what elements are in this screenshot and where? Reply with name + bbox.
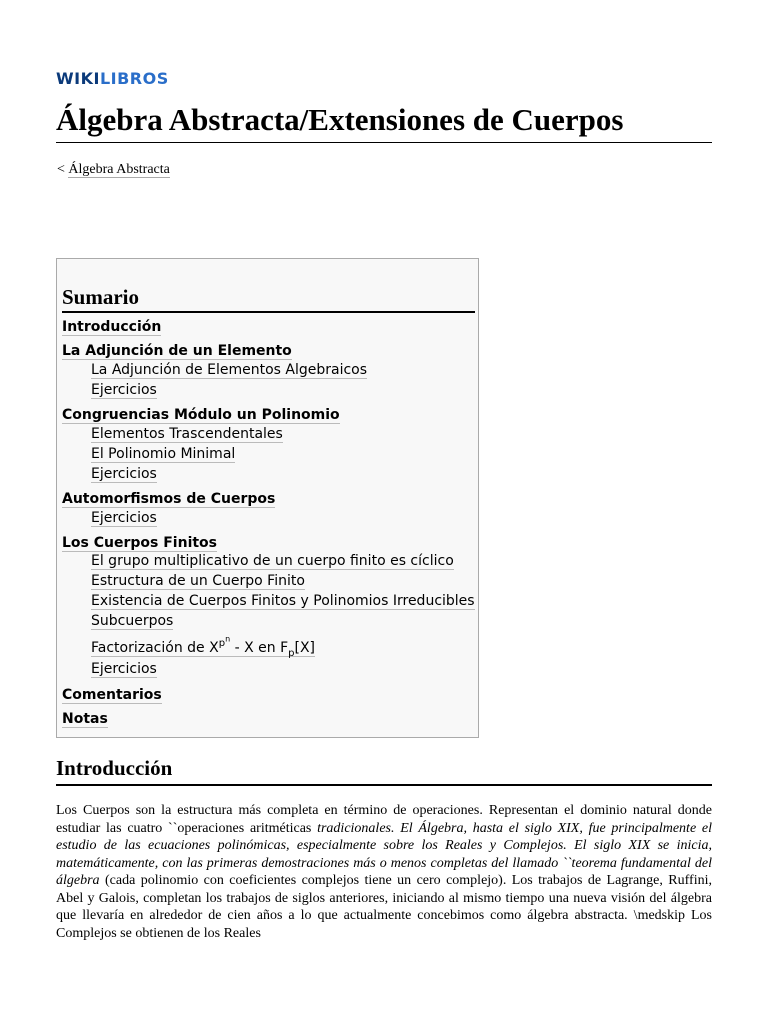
- toc-item-label: Congruencias Módulo un Polinomio: [62, 407, 340, 423]
- toc-subitem-subcuerpos[interactable]: [91, 613, 173, 629]
- factorization-text-c: [X]: [294, 639, 315, 656]
- toc-title: Sumario: [62, 285, 475, 313]
- toc-item-label: Los Cuerpos Finitos: [62, 535, 218, 551]
- paragraph-part-3: (cada polinomio con coeficientes complejos tiene un cero complejo). Los trabajos de Lagrange, Ruffini, Abel y Galois, completan los trabajos de siglos anteriores, iniciando al mismo tiempo una nueva visión del álgebra que llevaría en alrededor de cien años a lo que actualmente concebimos como álgebra abstracta. \medskip Los Complejos se obtienen de los Reales: [56, 873, 712, 941]
- toc-item-label: Elementos Trascendentales: [91, 426, 283, 442]
- factorization-sup: [218, 635, 231, 650]
- toc-item-label: Ejercicios: [91, 661, 157, 677]
- toc-item-label: Subcuerpos: [91, 613, 174, 629]
- factorization-sup-p: p: [218, 638, 226, 650]
- toc-item-label: Ejercicios: [91, 382, 157, 398]
- toc-item-congruencias[interactable]: [62, 407, 340, 423]
- breadcrumb-link[interactable]: Álgebra Abstracta: [68, 162, 170, 177]
- toc-item-adjuncion[interactable]: [62, 343, 292, 359]
- breadcrumb: [57, 162, 170, 178]
- toc-subitem-polinomio-minimal[interactable]: [91, 446, 235, 462]
- toc-subitem-ejercicios[interactable]: [91, 510, 157, 526]
- toc-subitem-trascendentales[interactable]: [91, 426, 283, 442]
- toc-item-label: La Adjunción de Elementos Algebraicos: [91, 362, 368, 378]
- toc-item-cuerpos-finitos[interactable]: [62, 535, 217, 551]
- toc-item-label: Estructura de un Cuerpo Finito: [91, 573, 305, 589]
- toc-item-label: Existencia de Cuerpos Finitos y Polinomios Irreducibles: [91, 593, 475, 609]
- toc-subitem-ejercicios[interactable]: [91, 661, 157, 677]
- toc-item-label: Notas: [62, 711, 108, 727]
- body-paragraph: [56, 802, 712, 942]
- toc-subitem-ejercicios[interactable]: [91, 466, 157, 482]
- factorization-sup-n: n: [225, 635, 231, 644]
- paragraph-part-1: Los Cuerpos son la estructura más completa en término de operaciones. Representan el dominio natural donde estudiar las cuatro ``operaciones aritméticas: [56, 803, 712, 836]
- toc-item-automorfismos[interactable]: [62, 491, 275, 507]
- factorization-sub-p: p: [288, 647, 295, 659]
- table-of-contents: [56, 258, 479, 738]
- breadcrumb-prefix: <: [57, 162, 65, 177]
- toc-item-label: El Polinomio Minimal: [91, 446, 236, 462]
- paragraph-part-2-italic: tradicionales. El Álgebra, hasta el siglo XIX, fue principalmente el estudio de las ecuaciones polinómicas, especialmente sobre los Reales y Complejos. El siglo XIX se inicia, matemáticamente, con las primeras demostraciones más o menos completas del llamado ``teorema fundamental del álgebra: [56, 820, 712, 888]
- toc-item-notas[interactable]: [62, 711, 108, 727]
- toc-item-label: La Adjunción de un Elemento: [62, 343, 292, 359]
- toc-item-label: Introducción: [62, 319, 162, 335]
- toc-item-label: El grupo multiplicativo de un cuerpo finito es cíclico: [91, 553, 454, 569]
- toc-subitem-estructura[interactable]: [91, 573, 305, 589]
- page-title: Álgebra Abstracta/Extensiones de Cuerpos: [56, 100, 712, 143]
- toc-subitem-ejercicios[interactable]: [91, 382, 157, 398]
- toc-subitem-factorizacion[interactable]: [91, 635, 315, 659]
- factorization-text-a: Factorización de X: [91, 639, 219, 656]
- section-title: Introducción: [56, 756, 712, 786]
- toc-subitem-existencia[interactable]: [91, 593, 475, 609]
- toc-item-introduccion[interactable]: [62, 319, 161, 335]
- toc-subitem-adjuncion-algebraicos[interactable]: [91, 362, 367, 378]
- toc-item-label: Ejercicios: [91, 510, 157, 526]
- site-logo[interactable]: [56, 69, 169, 88]
- toc-item-label: Automorfismos de Cuerpos: [62, 491, 276, 507]
- factorization-text-b: - X en F: [230, 639, 289, 656]
- toc-item-label-factorizacion: [91, 635, 315, 659]
- toc-subitem-grupo-multiplicativo[interactable]: [91, 553, 454, 569]
- logo-part-wiki: WIKI: [56, 69, 100, 88]
- toc-item-label: Ejercicios: [91, 466, 157, 482]
- toc-item-comentarios[interactable]: [62, 687, 162, 703]
- toc-item-label: Comentarios: [62, 687, 162, 703]
- logo-part-libros: LIBROS: [99, 69, 169, 88]
